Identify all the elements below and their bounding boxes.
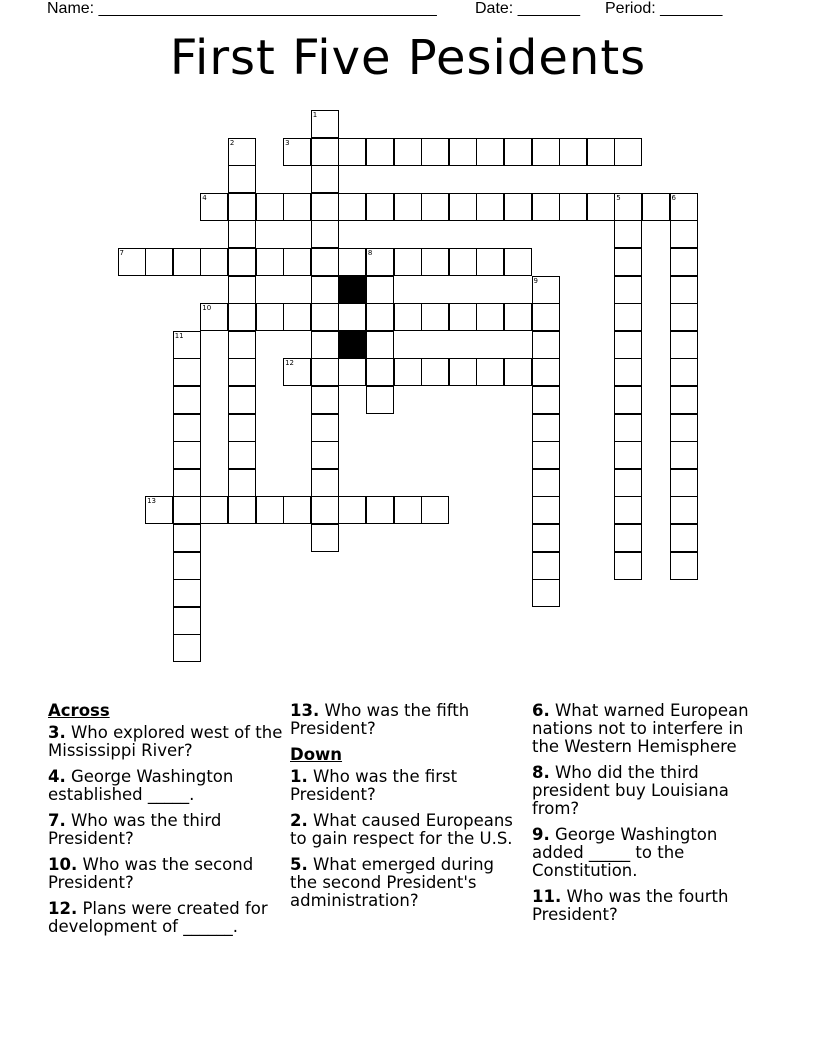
clue-number-label: 12 (285, 359, 295, 368)
crossword-cell[interactable] (670, 552, 698, 580)
crossword-cell[interactable] (670, 414, 698, 442)
crossword-cell[interactable] (311, 524, 339, 552)
clue-number-label: 6 (671, 193, 676, 202)
crossword-cell[interactable] (173, 496, 201, 524)
clue-number-label: 10 (202, 304, 212, 313)
crossword-cell[interactable] (559, 138, 587, 166)
date-field[interactable]: Date: _______ (475, 0, 580, 17)
crossword-cell[interactable] (614, 469, 642, 497)
crossword-cell[interactable] (366, 358, 394, 386)
crossword-cell[interactable] (449, 358, 477, 386)
crossword-cell[interactable] (311, 386, 339, 414)
crossword-cell[interactable] (614, 331, 642, 359)
crossword-cell[interactable] (476, 193, 504, 221)
clue-across-10: 10. Who was the second President? (48, 855, 254, 892)
crossword-cell[interactable] (394, 496, 422, 524)
clue-number-label: 5 (616, 193, 621, 202)
crossword-cell[interactable] (532, 469, 560, 497)
crossword-cell[interactable] (670, 358, 698, 386)
crossword-cell[interactable] (366, 138, 394, 166)
crossword-cell[interactable] (256, 248, 284, 276)
clue-across-12: 12. Plans were created for development of ______. (48, 899, 268, 936)
crossword-cell[interactable] (532, 303, 560, 331)
clue-down-1: 1. Who was the first President? (290, 767, 458, 804)
crossword-cell[interactable] (338, 248, 366, 276)
crossword-cell[interactable] (670, 248, 698, 276)
crossword-cell[interactable] (256, 303, 284, 331)
clue-number-label: 8 (367, 249, 373, 257)
crossword-cell[interactable] (228, 414, 256, 442)
crossword-cell[interactable] (670, 276, 698, 304)
crossword-cell[interactable] (311, 165, 339, 193)
crossword-cell[interactable] (614, 303, 642, 331)
clue-number-label: 1 (312, 111, 318, 119)
crossword-cell[interactable] (366, 303, 394, 331)
crossword-cell[interactable] (283, 193, 311, 221)
crossword-cell[interactable] (173, 579, 201, 607)
crossword-cell[interactable] (173, 414, 201, 442)
crossword-cell[interactable] (173, 634, 201, 662)
clue-down-9: 9. George Washington added _____ to the Constitution. (532, 825, 718, 880)
crossword-cell[interactable] (504, 358, 532, 386)
clue-column-3 (532, 702, 767, 932)
crossword-cell[interactable] (394, 138, 422, 166)
crossword-cell[interactable] (311, 358, 339, 386)
crossword-cell[interactable] (228, 441, 256, 469)
crossword-cell[interactable] (366, 193, 394, 221)
crossword-cell[interactable] (311, 138, 339, 166)
crossword-cell[interactable] (228, 220, 256, 248)
crossword-cell[interactable] (532, 524, 560, 552)
crossword-cell[interactable] (670, 441, 698, 469)
crossword-cell[interactable] (476, 358, 504, 386)
crossword-cell[interactable] (587, 138, 615, 166)
crossword-cell[interactable] (394, 358, 422, 386)
crossword-cell[interactable] (173, 248, 201, 276)
crossword-cell[interactable] (449, 248, 477, 276)
across-heading: Across (48, 701, 110, 720)
crossword-cell[interactable] (200, 496, 228, 524)
crossword-cell[interactable] (421, 496, 449, 524)
crossword-cell[interactable] (173, 607, 201, 635)
crossword-cell[interactable] (421, 303, 449, 331)
crossword-cell[interactable] (532, 358, 560, 386)
clue-number-label: 13 (147, 497, 157, 506)
clue-number-label: 9 (533, 276, 538, 285)
crossword-cell[interactable] (421, 248, 449, 276)
crossword-cell[interactable] (421, 138, 449, 166)
crossword-cell[interactable] (311, 303, 339, 331)
clue-number-label: 4 (202, 193, 207, 202)
clue-down-11: 11. Who was the fourth President? (532, 887, 729, 924)
clue-down-6: 6. What warned European nations not to interfere in the Western Hemisphere (532, 701, 749, 756)
crossword-cell[interactable] (283, 303, 311, 331)
clue-column-1 (48, 702, 283, 944)
crossword-cell[interactable] (228, 386, 256, 414)
crossword-cell[interactable] (504, 303, 532, 331)
crossword-cell[interactable] (421, 358, 449, 386)
crossword-cell[interactable] (504, 138, 532, 166)
crossword-cell[interactable] (228, 358, 256, 386)
crossword-cell[interactable] (614, 358, 642, 386)
crossword-cell[interactable] (394, 193, 422, 221)
crossword-cell[interactable] (228, 276, 256, 304)
crossword-cell[interactable] (476, 248, 504, 276)
crossword-cell[interactable] (173, 386, 201, 414)
crossword-cell[interactable] (670, 220, 698, 248)
crossword-cell[interactable] (614, 441, 642, 469)
clue-across-3: 3. Who explored west of the Mississippi River? (48, 723, 283, 760)
crossword-cell[interactable] (311, 276, 339, 304)
black-square (338, 331, 366, 359)
crossword-cell[interactable] (228, 303, 256, 331)
crossword-cell[interactable] (670, 331, 698, 359)
crossword-cell[interactable] (311, 193, 339, 221)
crossword-cell[interactable] (366, 331, 394, 359)
crossword-cell[interactable] (366, 386, 394, 414)
crossword-cell[interactable] (504, 193, 532, 221)
crossword-cell[interactable] (614, 220, 642, 248)
clue-down-8: 8. Who did the third president buy Louisiana from? (532, 763, 729, 818)
crossword-cell[interactable] (476, 303, 504, 331)
crossword-cell[interactable] (228, 165, 256, 193)
clue-across-13: 13. Who was the fifth President? (290, 701, 470, 738)
clue-number-label: 7 (119, 249, 124, 257)
crossword-cell[interactable] (228, 496, 256, 524)
crossword-cell[interactable] (532, 579, 560, 607)
crossword-cell[interactable] (338, 303, 366, 331)
crossword-cell[interactable] (587, 193, 615, 221)
crossword-cell[interactable] (670, 303, 698, 331)
crossword-cell[interactable] (311, 331, 339, 359)
clue-across-7: 7. Who was the third President? (48, 811, 222, 848)
crossword-cell[interactable] (311, 220, 339, 248)
crossword-cell[interactable] (228, 469, 256, 497)
crossword-cell[interactable] (173, 358, 201, 386)
crossword-cell[interactable] (173, 552, 201, 580)
crossword-cell[interactable] (228, 331, 256, 359)
crossword-cell[interactable] (504, 248, 532, 276)
crossword-cell[interactable] (670, 469, 698, 497)
crossword-cell[interactable] (338, 358, 366, 386)
crossword-cell[interactable] (532, 496, 560, 524)
crossword-cell[interactable] (338, 193, 366, 221)
clue-number-label: 3 (285, 138, 290, 147)
crossword-cell[interactable] (311, 248, 339, 276)
period-field[interactable]: Period: _______ (605, 0, 723, 17)
crossword-cell[interactable] (256, 496, 284, 524)
crossword-cell[interactable] (173, 469, 201, 497)
crossword-cell[interactable] (338, 496, 366, 524)
crossword-cell[interactable] (338, 138, 366, 166)
crossword-cell[interactable] (532, 414, 560, 442)
crossword-cell[interactable] (173, 524, 201, 552)
crossword-cell[interactable] (614, 496, 642, 524)
clue-down-2: 2. What caused Europeans to gain respect for the U.S. (290, 811, 513, 848)
crossword-cell[interactable] (614, 386, 642, 414)
crossword-cell[interactable] (228, 248, 256, 276)
crossword-cell[interactable] (311, 414, 339, 442)
clue-number-label: 2 (229, 138, 235, 147)
crossword-cell[interactable] (532, 441, 560, 469)
crossword-cell[interactable] (311, 441, 339, 469)
crossword-cell[interactable] (283, 496, 311, 524)
clue-across-4: 4. George Washington established _____. (48, 767, 234, 804)
crossword-cell[interactable] (449, 303, 477, 331)
crossword-cell[interactable] (670, 524, 698, 552)
crossword-cell[interactable] (366, 276, 394, 304)
crossword-cell[interactable] (311, 469, 339, 497)
crossword-cell[interactable] (532, 193, 560, 221)
crossword-cell[interactable] (532, 552, 560, 580)
crossword-cell[interactable] (228, 193, 256, 221)
crossword-cell[interactable] (614, 524, 642, 552)
crossword-cell[interactable] (642, 193, 670, 221)
crossword-cell[interactable] (173, 441, 201, 469)
black-square (338, 276, 366, 304)
crossword-cell[interactable] (200, 248, 228, 276)
crossword-cell[interactable] (532, 331, 560, 359)
crossword-cell[interactable] (614, 138, 642, 166)
clue-column-2 (290, 702, 525, 918)
crossword-cell[interactable] (366, 496, 394, 524)
crossword-cell[interactable] (449, 193, 477, 221)
crossword-cell[interactable] (532, 138, 560, 166)
crossword-cell[interactable] (394, 248, 422, 276)
crossword-cell[interactable] (476, 138, 504, 166)
crossword-cell[interactable] (670, 386, 698, 414)
down-heading: Down (290, 745, 343, 764)
crossword-cell[interactable] (421, 193, 449, 221)
name-field[interactable]: Name: ______________________________________ (47, 0, 437, 17)
crossword-cell[interactable] (614, 414, 642, 442)
crossword-cell[interactable] (614, 248, 642, 276)
crossword-cell[interactable] (394, 303, 422, 331)
crossword-cell[interactable] (614, 276, 642, 304)
crossword-cell[interactable] (614, 552, 642, 580)
crossword-cell[interactable] (145, 248, 173, 276)
crossword-cell[interactable] (449, 138, 477, 166)
crossword-cell[interactable] (311, 496, 339, 524)
crossword-cell[interactable] (256, 193, 284, 221)
crossword-cell[interactable] (559, 193, 587, 221)
crossword-cell[interactable] (283, 248, 311, 276)
crossword-cell[interactable] (670, 496, 698, 524)
crossword-cell[interactable] (532, 386, 560, 414)
clue-down-5: 5. What emerged during the second President's administration? (290, 855, 495, 910)
page-title: First Five Pesidents (169, 30, 647, 86)
clue-number-label: 11 (174, 331, 184, 340)
